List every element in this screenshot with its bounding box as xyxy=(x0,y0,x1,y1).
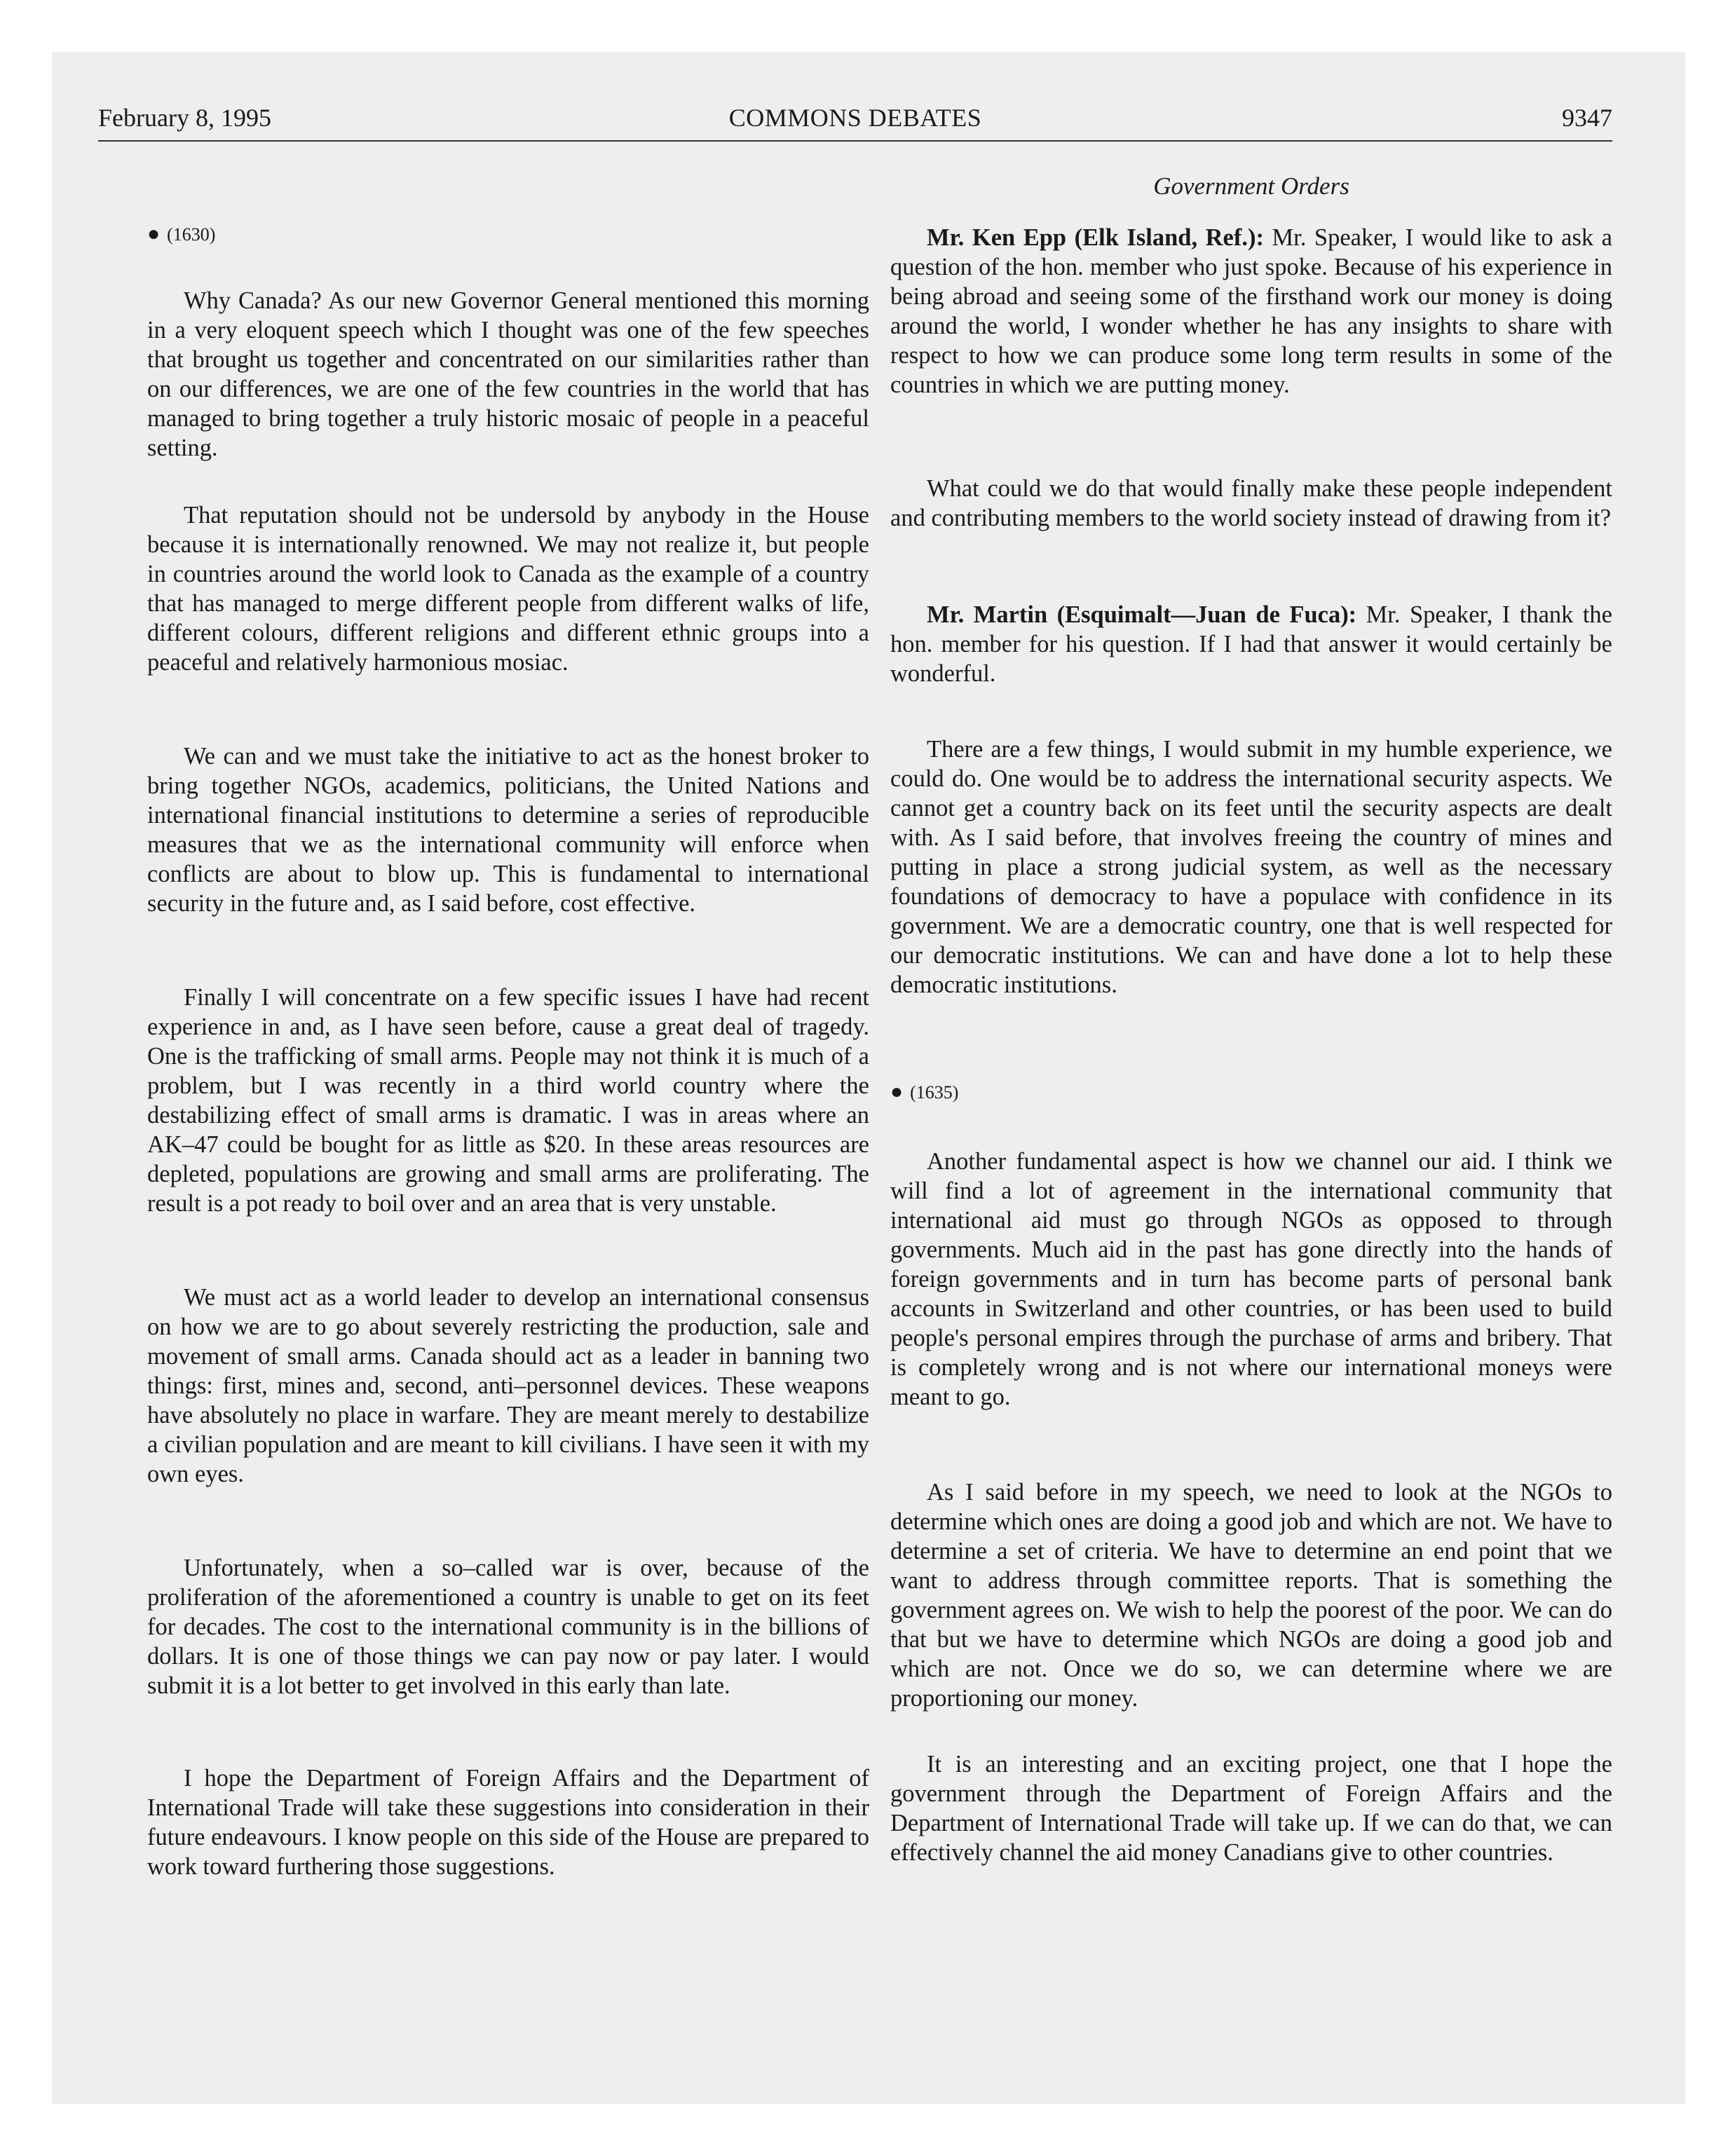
right-paragraph-7 xyxy=(890,1749,1612,1867)
header-date: February 8, 1995 xyxy=(98,104,271,132)
speaker-name: Mr. Ken Epp (Elk Island, Ref.): xyxy=(927,224,1264,251)
right-paragraph-3 xyxy=(890,600,1612,688)
paragraph-text: Finally I will concentrate on a few specific issues I have had recent experience in and, as I have seen before, cause a great deal of tragedy. One is the trafficking of small arms. People may not think it is much of a problem, but I was recently in a third world country where the destabilizing effect of small arms is dramatic. I was in areas where an AK–47 could be bought for as little as $20. In these areas resources are depleted, populations are growing and small arms are proliferating. The result is a pot ready to boil over and an area that is very unstable. xyxy=(147,984,869,1217)
paragraph-text: I hope the Department of Foreign Affairs and the Department of International Trade will take these suggestions into consideration in their future endeavours. I know people on this side of the House are prepared to work toward furthering those suggestions. xyxy=(147,1765,869,1880)
paragraph-text: We can and we must take the initiative to act as the honest broker to bring together NGOs, academics, politicians, the United Nations and international financial institutions to determine a series of reproducible measures that we as the international community will enforce when conflicts are about to blow up. This is fundamental to international security in the future and, as I said before, cost effective. xyxy=(147,743,869,917)
paragraph-text: It is an interesting and an exciting project, one that I hope the government through the Department of Foreign Affairs and the Department of International Trade will take up. If we can do that, we can effectively channel the aid money Canadians give to other countries. xyxy=(890,1751,1612,1866)
right-paragraph-4 xyxy=(890,735,1612,999)
paragraph-text: Unfortunately, when a so–called war is over, because of the proliferation of the aforementioned a country is unable to get on its feet for decades. The cost to the international community is in the billions of dollars. It is one of those things we can pay now or pay later. I would submit it is a lot better to get involved in this early than late. xyxy=(147,1555,869,1699)
left-paragraph-6 xyxy=(147,1553,869,1700)
page-header xyxy=(98,102,1612,137)
time-marker-label: (1630) xyxy=(167,224,216,245)
speech-text: Mr. Speaker, I would like to ask a question of the hon. member who just spoke. Because of his experience in being abroad and seeing some of the firsthand work our money is doing around the world, I wonder whether he has any insights to share with respect to how we can produce some long term results in some of the countries in which we are putting money. xyxy=(890,224,1612,398)
header-page-number: 9347 xyxy=(1562,104,1612,132)
speaker-name: Mr. Martin (Esquimalt—Juan de Fuca): xyxy=(927,601,1357,628)
header-rule xyxy=(98,140,1612,142)
header-title: COMMONS DEBATES xyxy=(728,104,982,132)
paragraph-text: That reputation should not be undersold by anybody in the House because it is internationally renowned. We may not realize it, but people in countries around the world look to Canada as the example of a country that has managed to merge different people from different walks of life, different colours, different religions and different ethnic groups into a peaceful and relatively harmonious mosiac. xyxy=(147,502,869,676)
bullet-icon: ● xyxy=(890,1080,904,1103)
bullet-icon: ● xyxy=(147,222,161,245)
left-paragraph-3 xyxy=(147,742,869,918)
right-paragraph-2 xyxy=(890,474,1612,533)
time-marker-1635 xyxy=(890,1081,958,1104)
left-paragraph-4 xyxy=(147,983,869,1218)
paragraph-text: Another fundamental aspect is how we channel our aid. I think we will find a lot of agreement in the international community that international aid must go through NGOs as opposed to through governments. Much aid in the past has gone directly into the hands of foreign governments and in turn has become parts of personal bank accounts in Switzerland and other countries, or has been used to build people's personal empires through the purchase of arms and bribery. That is completely wrong and is not where our international moneys were meant to go. xyxy=(890,1148,1612,1410)
paragraph-text: What could we do that would finally make these people independent and contributing members to the world society instead of drawing from it? xyxy=(890,475,1612,531)
left-paragraph-5 xyxy=(147,1283,869,1489)
right-paragraph-6 xyxy=(890,1478,1612,1713)
right-paragraph-5 xyxy=(890,1147,1612,1412)
right-paragraph-1 xyxy=(890,223,1612,400)
speech-text: Mr. Speaker, I thank the hon. member for his question. If I had that answer it would certainly be wonderful. xyxy=(890,601,1612,687)
left-paragraph-2 xyxy=(147,500,869,677)
time-marker-label: (1635) xyxy=(910,1082,959,1103)
paragraph-text: Why Canada? As our new Governor General mentioned this morning in a very eloquent speech which I thought was one of the few speeches that brought us together and concentrated on our similarities rather than on our differences, we are one of the few countries in the world that has managed to bring together a truly historic mosaic of people in a peaceful setting. xyxy=(147,287,869,461)
left-paragraph-1 xyxy=(147,286,869,463)
paragraph-text: As I said before in my speech, we need to look at the NGOs to determine which ones are doing a good job and which are not. We have to determine a set of criteria. We have to determine an end point that we want to address through committee reports. That is something the government agrees on. We wish to help the poorest of the poor. We can do that but we have to determine which NGOs are doing a good job and which are not. Once we do so, we can determine where we are proportioning our money. xyxy=(890,1479,1612,1712)
time-marker-1630 xyxy=(147,223,215,246)
paragraph-text: There are a few things, I would submit in my humble experience, we could do. One would be to address the international security aspects. We cannot get a country back on its feet until the security aspects are dealt with. As I said before, that involves freeing the country of mines and putting in place a strong judicial system, as well as the necessary foundations of democracy to have a populace with confidence in its government. We are a democratic country, one that is well respected for our democratic institutions. We can and have done a lot to help these democratic institutions. xyxy=(890,736,1612,998)
left-paragraph-7 xyxy=(147,1763,869,1881)
paragraph-text: We must act as a world leader to develop an international consensus on how we are to go about severely restricting the production, sale and movement of small arms. Canada should act as a leader in banning two things: first, mines and, second, anti–personnel devices. These weapons have absolutely no place in warfare. They are meant merely to destabilize a civilian population and are meant to kill civilians. I have seen it with my own eyes. xyxy=(147,1284,869,1487)
running-head: Government Orders xyxy=(1153,172,1349,200)
